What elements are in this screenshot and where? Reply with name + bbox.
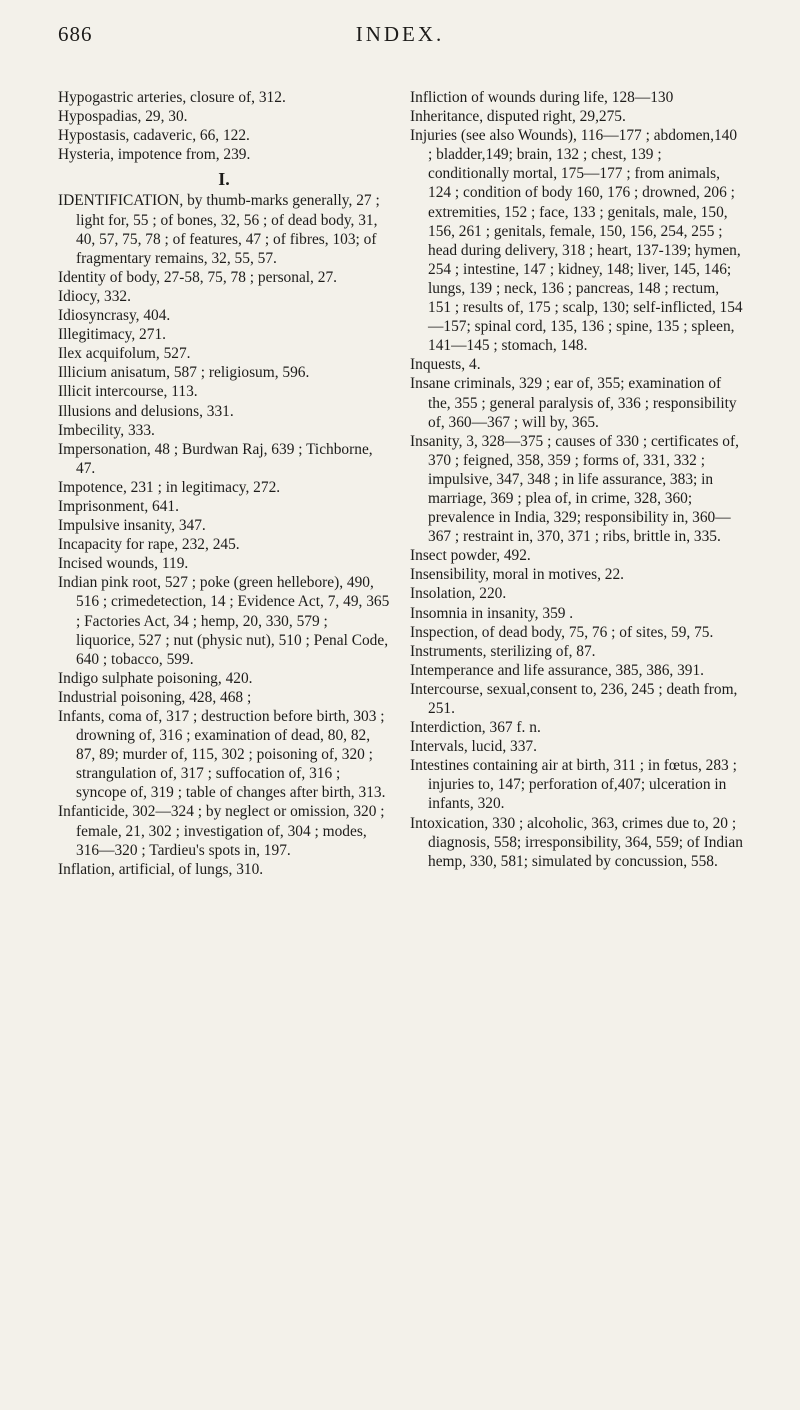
index-column-left (58, 88, 390, 879)
index-entry: Insanity, 3, 328—375 ; causes of 330 ; certificates of, 370 ; feigned, 358, 359 ; forms of, 331, 332 ; impulsive, 347, 348 ; in life assurance, 383; in marriage, 369 ; plea of, in crime, 328, 360; prevalence in India, 329; responsibility in, 360—367 ; restraint in, 370, 371 ; ribs, brittle in, 335. (410, 432, 739, 546)
index-entry: Illicit intercourse, 113. (58, 383, 198, 401)
index-entry: Indigo sulphate poisoning, 420. (58, 669, 253, 687)
index-entry: Hypogastric arteries, closure of, 312. (58, 89, 286, 106)
index-entry: Infanticide, 302—324 ; by neglect or omission, 320 ; female, 21, 302 ; investigation of, 304 ; modes, 316—320 ; Tardieu's spots in, 197. (58, 803, 385, 859)
index-entry: Hypospadias, 29, 30. (58, 108, 188, 126)
index-entry: Infants, coma of, 317 ; destruction before birth, 303 ; drowning of, 316 ; examination of dead, 80, 82, 87, 89; murder of, 115, 302 ; poisoning of, 320 ; strangulation of, 317 ; suffocation of, 316 ; syncope of, 319 ; table of changes after birth, 313. (58, 708, 386, 802)
page-heading: INDEX. (355, 22, 445, 46)
index-entry: Illusions and delusions, 331. (58, 402, 234, 420)
index-column-right (410, 88, 745, 871)
index-entry: Intemperance and life assurance, 385, 386, 391. (410, 661, 705, 679)
index-entry: Imprisonment, 641. (58, 497, 179, 515)
index-entry: Idiocy, 332. (58, 287, 131, 305)
index-entry: Inflation, artificial, of lungs, 310. (58, 860, 264, 878)
index-entry: Insane criminals, 329 ; ear of, 355; examination of the, 355 ; general paralysis of, 336 ; responsibility of, 360—367 ; will by, 365. (410, 375, 737, 431)
index-entry: Insensibility, moral in motives, 22. (410, 566, 625, 584)
index-entry: Impulsive insanity, 347. (58, 517, 206, 535)
index-entry: Imbecility, 333. (58, 421, 155, 439)
index-entry: Illicium anisatum, 587 ; religiosum, 596. (58, 364, 310, 382)
index-entry: Intercourse, sexual,consent to, 236, 245 ; death from, 251. (410, 680, 738, 717)
index-entry: Interdiction, 367 f. n. (410, 719, 541, 737)
index-entry: Instruments, sterilizing of, 87. (410, 642, 596, 660)
index-entry: Idiosyncrasy, 404. (58, 307, 171, 325)
index-entry: Impotence, 231 ; in legitimacy, 272. (58, 478, 281, 496)
index-entry: Impersonation, 48 ; Burdwan Raj, 639 ; Tichborne, 47. (58, 440, 373, 477)
page-number: 686 (58, 22, 93, 46)
index-entry: Hysteria, impotence from, 239. (58, 146, 251, 164)
index-entry: Identity of body, 27-58, 75, 78 ; personal, 27. (58, 268, 337, 286)
index-entry: Insomnia in insanity, 359 . (410, 604, 574, 622)
index-entry: Intoxication, 330 ; alcoholic, 363, crimes due to, 20 ; diagnosis, 558; irresponsibility, 364, 559; of Indian hemp, 330, 581; simulated by concussion, 558. (410, 814, 743, 870)
index-entry: Inheritance, disputed right, 29,275. (410, 108, 626, 126)
index-entry: Intervals, lucid, 337. (410, 738, 537, 756)
index-entry: Indian pink root, 527 ; poke (green hellebore), 490, 516 ; crimedetection, 14 ; Evidence Act, 7, 49, 365 ; Factories Act, 34 ; hemp, 20, 330, 579 ; liquorice, 527 ; nut (physic nut), 510 ; Penal Code, 640 ; tobacco, 599. (58, 574, 390, 668)
index-entry: Incapacity for rape, 232, 245. (58, 536, 240, 554)
section-letter: I. (218, 169, 230, 190)
index-entry: Industrial poisoning, 428, 468 ; (58, 688, 252, 706)
index-entry: Inspection, of dead body, 75, 76 ; of sites, 59, 75. (410, 623, 714, 641)
index-entry: Insolation, 220. (410, 585, 507, 603)
index-entry: Incised wounds, 119. (58, 555, 189, 573)
index-entry: Hypostasis, cadaveric, 66, 122. (58, 127, 250, 145)
index-entry: Intestines containing air at birth, 311 ; in fœtus, 283 ; injuries to, 147; perforation of,407; ulceration in infants, 320. (410, 757, 737, 813)
index-entry: IDENTIFICATION, by thumb-marks generally, 27 ; light for, 55 ; of bones, 32, 56 ; of dead body, 31, 40, 57, 75, 78 ; of features, 47 ; of fibres, 103; of fragmentary remains, 32, 55, 57. (58, 192, 380, 267)
index-entry: Infliction of wounds during life, 128—130 (410, 89, 674, 106)
index-entry: Insect powder, 492. (410, 547, 531, 565)
index-entry: Injuries (see also Wounds), 116—177 ; abdomen,140 ; bladder,149; brain, 132 ; chest, 139 ; conditionally mortal, 175—177 ; from animals, 124 ; condition of body 160, 176 ; drowned, 206 ; extremities, 152 ; face, 133 ; genitals, male, 150, 156, 261 ; genitals, female, 150, 156, 254, 255 ; head during delivery, 318 ; heart, 137-139; hymen, 254 ; intestine, 147 ; kidney, 148; liver, 145, 146; lungs, 139 ; neck, 136 ; pancreas, 148 ; rectum, 151 ; results of, 175 ; scalp, 130; self-inflicted, 154—157; spinal cord, 135, 136 ; spine, 135 ; spleen, 141—145 ; stomach, 148. (410, 127, 743, 355)
index-entry: Inquests, 4. (410, 356, 481, 374)
index-entry: Ilex acquifolum, 527. (58, 345, 191, 363)
index-entry: Illegitimacy, 271. (58, 326, 166, 344)
